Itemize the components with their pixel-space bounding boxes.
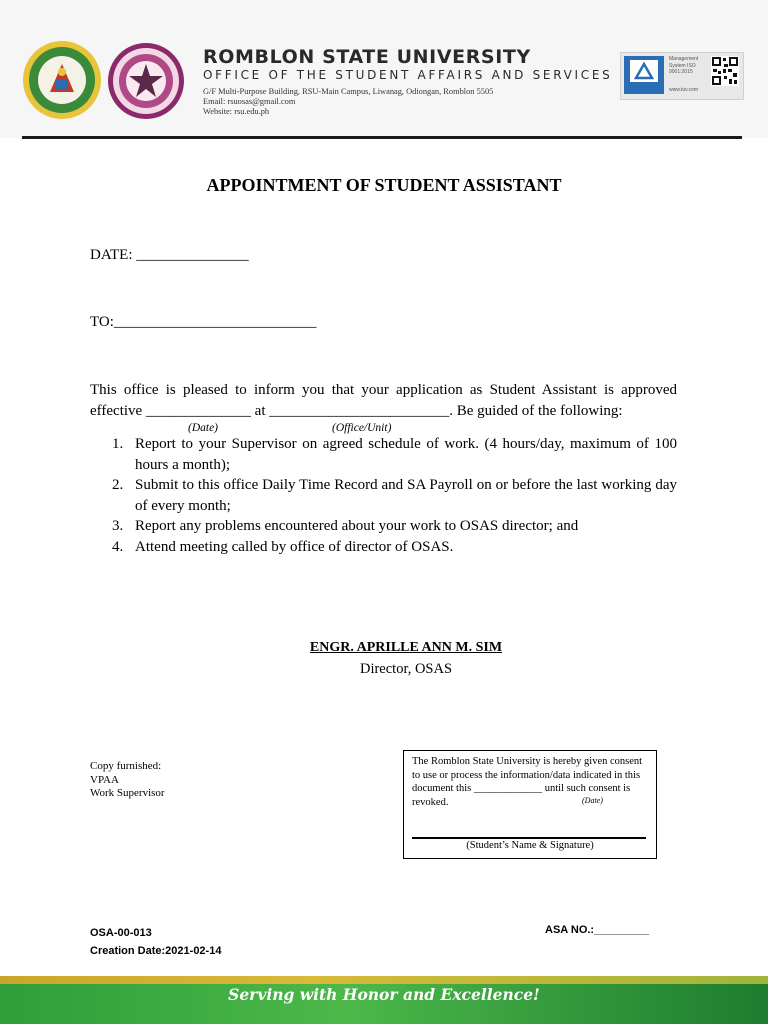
list-item-number: 3. <box>112 518 124 534</box>
copy-furnished <box>90 760 165 801</box>
office-address: G/F Multi-Purpose Building, RSU-Main Campus, Liwanag, Odiongan, Romblon 5505 <box>203 87 494 96</box>
to-field: TO:___________________________ <box>90 314 317 330</box>
consent-date-hint: (Date) <box>582 796 603 805</box>
university-seal-logo <box>22 40 102 120</box>
copy-recipient: Work Supervisor <box>90 787 165 799</box>
document-title: APPOINTMENT OF STUDENT ASSISTANT <box>206 175 562 195</box>
iso-certification-badge <box>620 52 744 100</box>
list-item <box>90 516 677 537</box>
list-item-number: 2. <box>112 477 124 493</box>
consent-text: The Romblon State University is hereby given consent to use or process the information/data indicated in this document this _____________ until such consent is revoked. <box>412 756 643 808</box>
list-item-text: Report any problems encountered about your work to OSAS director; and <box>135 518 579 534</box>
form-code-block <box>90 924 221 960</box>
footer-banner-accent <box>0 976 768 984</box>
list-item-number: 4. <box>112 538 124 555</box>
date-hint: (Date) <box>188 422 219 434</box>
list-item-text: Submit to this office Daily Time Record and SA Payroll on or before the last working day of every month; <box>135 477 677 514</box>
asa-number-field: ASA NO.:_________ <box>545 924 650 936</box>
director-name: ENGR. APRILLE ANN M. SIM <box>309 640 503 655</box>
director-title: Director, OSAS <box>359 661 453 677</box>
intro-line-1: This office is pleased to inform you that your application as Student Assistant is approved <box>90 382 677 398</box>
data-privacy-consent-box <box>403 750 657 859</box>
office-name: OFFICE OF THE STUDENT AFFAIRS AND SERVICES <box>203 68 613 82</box>
form-code: OSA-00-013 <box>90 927 152 939</box>
guidelines-list <box>90 434 677 557</box>
tuv-logo-icon <box>624 56 664 94</box>
header-divider <box>22 136 742 139</box>
signature-label: (Student’s Name & Signature) <box>466 840 594 851</box>
date-field: DATE: _______________ <box>90 247 249 263</box>
office-email: Email: rsuosas@gmail.com <box>203 97 296 106</box>
list-item-text: Report to your Supervisor on agreed schedule of work. (4 hours/day, maximum of 100 hours a month); <box>135 436 677 473</box>
cert-url: www.tuv.com <box>669 87 699 93</box>
intro-paragraph <box>90 380 677 421</box>
intro-line-2: effective ______________ at ________________________. Be guided of the following: <box>90 402 623 419</box>
office-unit-hint: (Office/Unit) <box>332 422 392 434</box>
copy-recipient: VPAA <box>90 773 119 786</box>
signature-line <box>412 837 646 839</box>
list-item-text: Attend meeting called by office of director of OSAS. <box>135 538 454 555</box>
creation-date: Creation Date:2021-02-14 <box>90 945 222 957</box>
list-item <box>90 537 677 558</box>
osas-seal-logo <box>107 42 185 120</box>
office-website: Website: rsu.edu.ph <box>203 107 270 116</box>
list-item <box>90 434 677 475</box>
university-name: ROMBLON STATE UNIVERSITY <box>203 46 531 68</box>
list-item <box>90 475 677 516</box>
copy-furnished-label: Copy furnished: <box>90 760 162 772</box>
qr-code-icon <box>711 56 739 86</box>
list-item-number: 1. <box>112 436 124 452</box>
cert-text: Management System ISO 9001:2015 <box>669 56 699 75</box>
university-motto: Serving with Honor and Excellence! <box>228 985 540 1004</box>
